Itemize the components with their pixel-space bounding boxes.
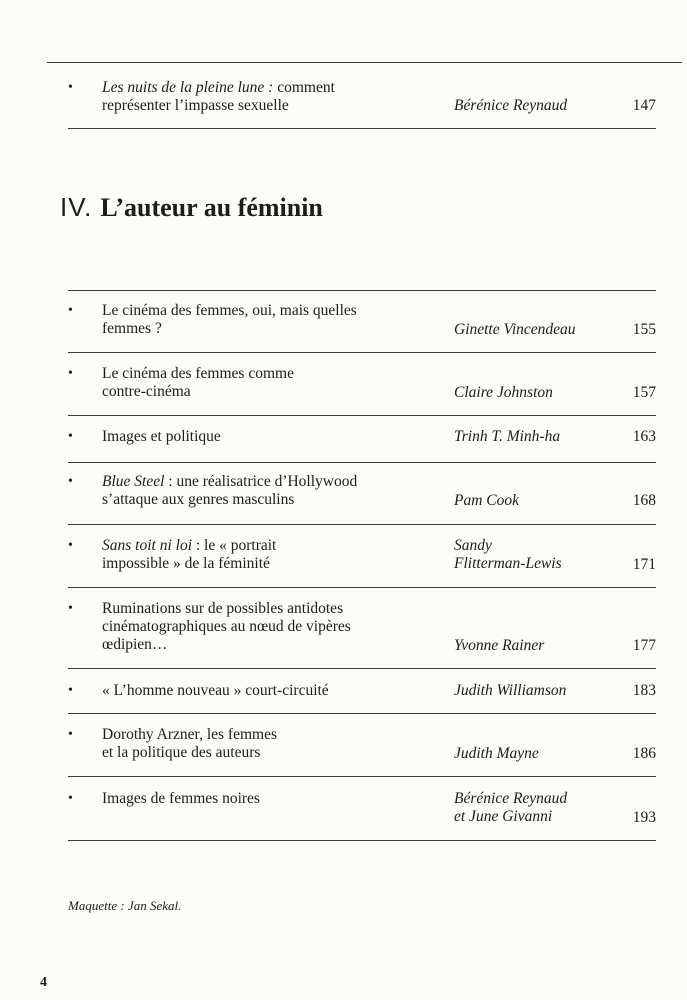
bullet: •	[68, 80, 73, 95]
divider	[68, 415, 656, 416]
section-title: L’auteur au féminin	[100, 193, 323, 222]
bullet: •	[68, 474, 73, 489]
entry-title: « L’homme nouveau » court-circuité	[102, 682, 329, 699]
entry-author: Bérénice Reynaud et June Givanni	[454, 790, 568, 825]
entry-page: 157	[632, 384, 656, 401]
divider	[68, 128, 656, 129]
entry-page: 155	[632, 321, 656, 338]
bullet: •	[68, 538, 73, 553]
divider	[68, 352, 656, 353]
entry-author: Yvonne Rainer	[454, 637, 545, 654]
entry-page: 163	[632, 428, 656, 445]
entry-page: 171	[632, 556, 656, 573]
entry-page: 177	[632, 637, 656, 654]
bullet: •	[68, 727, 73, 742]
entry-title: Blue Steel : une réalisatrice d’Hollywood s’attaque aux genres masculins	[102, 473, 358, 508]
bullet: •	[68, 601, 73, 616]
entry-page: 147	[632, 97, 656, 114]
entry-author: Pam Cook	[454, 492, 520, 509]
divider	[68, 587, 656, 588]
bullet: •	[68, 366, 73, 381]
divider	[68, 462, 656, 463]
bullet: •	[68, 303, 73, 318]
entry-page: 183	[632, 682, 656, 699]
entry-author: Claire Johnston	[454, 384, 553, 401]
section-heading	[60, 192, 323, 223]
section-number: IV.	[60, 192, 93, 222]
divider	[68, 840, 656, 841]
divider	[68, 713, 656, 714]
divider	[68, 668, 656, 669]
entry-title: Sans toit ni loi : le « portrait impossible » de la féminité	[102, 537, 277, 572]
entry-title: Dorothy Arzner, les femmes et la politique des auteurs	[102, 726, 277, 761]
entry-author: Trinh T. Minh-ha	[454, 428, 561, 445]
entry-title: Ruminations sur de possibles antidotes cinématographiques au nœud de vipères œdipien…	[102, 600, 351, 653]
entry-page: 193	[632, 809, 656, 826]
entry-title: Images de femmes noires	[102, 790, 260, 807]
entry-title: Le cinéma des femmes, oui, mais quelles femmes ?	[102, 302, 357, 337]
entry-page: 186	[632, 745, 656, 762]
entry-author: Ginette Vincendeau	[454, 321, 576, 338]
entry-author: Judith Mayne	[454, 745, 539, 762]
entry-author: Judith Williamson	[454, 682, 567, 699]
entry-title: Le cinéma des femmes comme contre-cinéma	[102, 365, 294, 400]
entry-page: 168	[632, 492, 656, 509]
page-number: 4	[40, 975, 47, 990]
bullet: •	[68, 791, 73, 806]
entry-author: Bérénice Reynaud	[454, 97, 568, 114]
entry-title: Images et politique	[102, 428, 221, 445]
entry-title: Les nuits de la pleine lune : comment représenter l’impasse sexuelle	[102, 79, 335, 114]
entry-author: Sandy Flitterman-Lewis	[454, 537, 562, 572]
divider	[47, 62, 682, 63]
divider	[68, 524, 656, 525]
bullet: •	[68, 429, 73, 444]
layout-credit: Maquette : Jan Sekal.	[68, 898, 182, 913]
divider	[68, 290, 656, 291]
bullet: •	[68, 683, 73, 698]
divider	[68, 776, 656, 777]
